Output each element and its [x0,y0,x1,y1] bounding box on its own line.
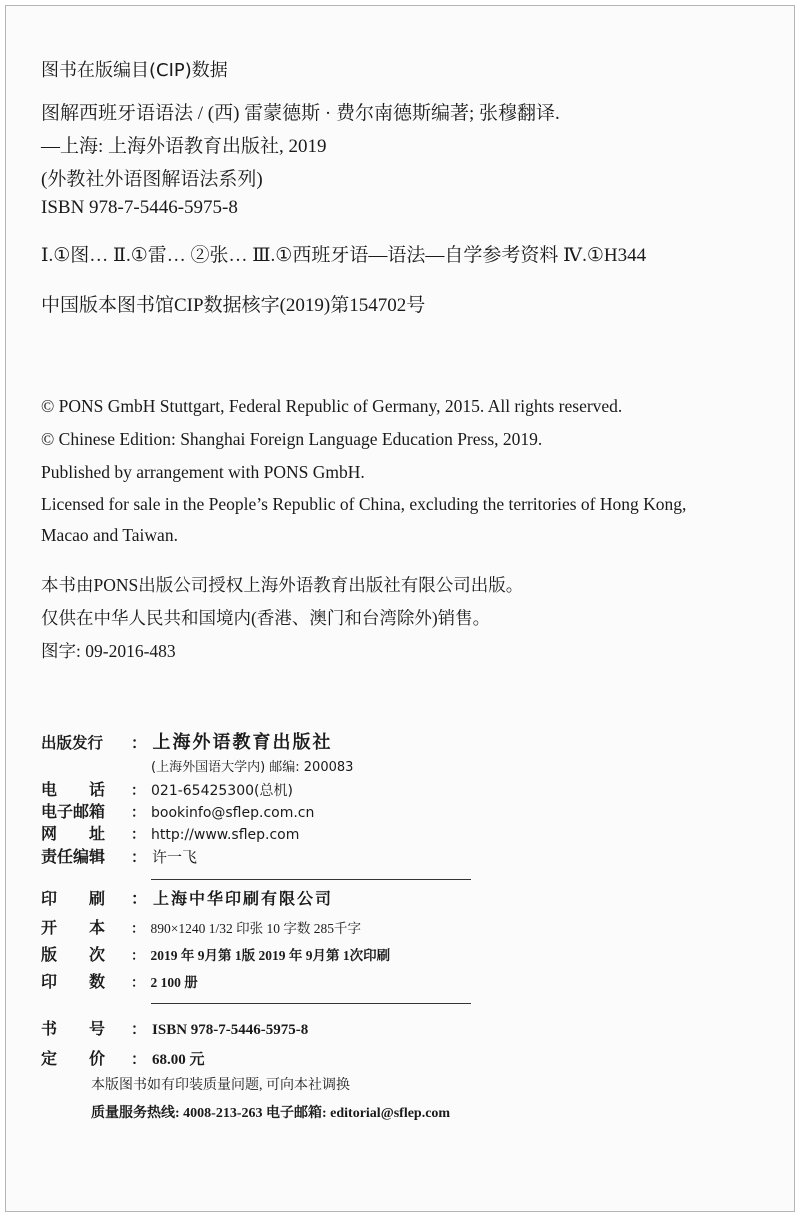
copyright-arrangement: Published by arrangement with PONS GmbH. [41,462,365,482]
divider-1 [151,879,471,880]
divider-2 [151,1003,471,1004]
editor-label: 责任编辑 [41,847,106,866]
phone-row: 电 话 ： 021-65425300(总机) [41,777,293,800]
quality-notice: 本版图书如有印装质量问题, 可向本社调换 [91,1078,350,1093]
publisher-label: 出版发行 [41,734,104,752]
copyright-page [5,5,795,1212]
copyright-chinese-edition: © Chinese Edition: Shanghai Foreign Language Education Press, 2019. [41,429,543,449]
price-row: 定 价 ： 68.00 元 [41,1046,205,1069]
publisher-name: 上海外语教育出版社 [152,732,333,753]
email-value: bookinfo@sflep.com.cn [151,805,315,821]
cip-line-classification: Ⅰ.①图… Ⅱ.①雷… ②张… Ⅲ.①西班牙语—语法—自学参考资料 Ⅳ.①H344 [41,245,647,266]
license-cn-contract-number: 图字: 09-2016-483 [41,641,176,661]
phone-label: 电 话 [41,780,106,799]
email-row: 电子邮箱 ： bookinfo@sflep.com.cn [41,799,314,822]
format-value: 890×1240 1/32 印张 10 字数 285千字 [150,921,361,936]
cip-title: 图书在版编目(CIP)数据 [41,60,228,81]
printer-row: 印 刷 ： 上海中华印刷有限公司 [41,886,333,909]
format-label: 开 本 [41,918,106,937]
editor-value: 许一飞 [152,848,198,866]
phone-value: 021-65425300(总机) [151,783,293,799]
printer-value: 上海中华印刷有限公司 [153,889,334,908]
quality-hotline: 质量服务热线: 4008-213-263 电子邮箱: editorial@sflep.com [91,1106,451,1121]
cip-line-record: 中国版本图书馆CIP数据核字(2019)第154702号 [41,295,426,316]
copies-value: 2 100 册 [150,975,198,990]
cip-line-publisher: —上海: 上海外语教育出版社, 2019 [41,136,327,157]
web-label: 网 址 [41,824,106,843]
cip-line-isbn: ISBN 978-7-5446-5975-8 [41,197,238,218]
format-row: 开 本 ： 890×1240 1/32 印张 10 字数 285千字 [41,915,361,938]
cip-line-series: (外教社外语图解语法系列) [41,169,263,190]
price-label: 定 价 [41,1049,106,1068]
license-cn-authorization: 本书由PONS出版公司授权上海外语教育出版社有限公司出版。 [41,575,524,595]
isbn-row: 书 号 ： ISBN 978-7-5446-5975-8 [41,1016,308,1039]
web-value: http://www.sflep.com [151,827,300,843]
edition-value: 2019 年 9月第 1版 2019 年 9月第 1次印刷 [150,948,391,963]
publisher-row: 出版发行 ： 上海外语教育出版社 [41,732,333,753]
copies-label: 印 数 [41,972,106,991]
copyright-license-line1: Licensed for sale in the People’s Republic of China, excluding the territories of Hong Kong, [41,494,687,514]
cip-line-title: 图解西班牙语语法 / (西) 雷蒙德斯 · 费尔南德斯编著; 张穆翻译. [41,103,560,124]
isbn-value: ISBN 978-7-5446-5975-8 [152,1022,309,1038]
editor-row: 责任编辑 ： 许一飞 [41,844,197,867]
edition-label: 版 次 [41,945,106,964]
isbn-label: 书 号 [41,1019,106,1038]
publisher-address: (上海外国语大学内) 邮编: 200083 [151,760,354,775]
web-row: 网 址 ： http://www.sflep.com [41,821,299,844]
copies-row: 印 数 ： 2 100 册 [41,969,198,992]
copyright-license-line2: Macao and Taiwan. [41,525,178,545]
printer-label: 印 刷 [41,889,106,908]
email-label: 电子邮箱 [41,802,106,821]
edition-row: 版 次 ： 2019 年 9月第 1版 2019 年 9月第 1次印刷 [41,942,390,965]
license-cn-territory: 仅供在中华人民共和国境内(香港、澳门和台湾除外)销售。 [41,608,491,628]
price-value: 68.00 元 [152,1052,205,1068]
copyright-pons: © PONS GmbH Stuttgart, Federal Republic of Germany, 2015. All rights reserved. [41,396,623,416]
